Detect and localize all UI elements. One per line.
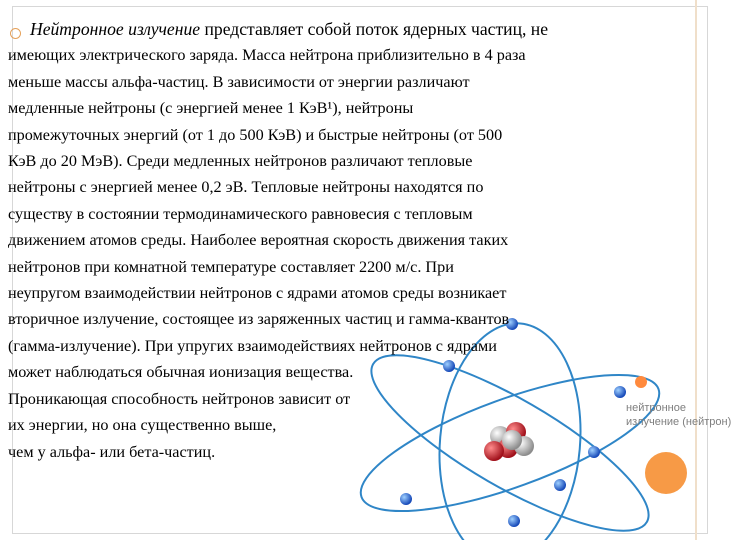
text-line-1-rest: представляет собой поток ядерных частиц, не — [200, 19, 549, 39]
text-line: (гамма-излучение). При упругих взаимодействиях нейтронов с ядрами — [8, 336, 497, 355]
text-line: движением атомов среды. Наиболее вероятная скорость движения таких — [8, 231, 509, 250]
text-line: Проникающая способность нейтронов зависит от — [8, 389, 351, 408]
text-line: нейтроны с энергией менее 0,2 эВ. Тепловые нейтроны находятся по — [8, 178, 484, 197]
figure-label-line2: излучение (нейтрон) — [626, 416, 731, 428]
text-line: КэВ до 20 МэВ). Среди медленных нейтронов различают тепловые — [8, 152, 473, 171]
text-line-1 — [8, 16, 698, 42]
term-italic: Нейтронное излучение — [30, 19, 201, 39]
text-line: промежуточных энергий (от 1 до 500 КэВ) и быстрые нейтроны (от 500 — [8, 125, 503, 144]
text-line: существу в состоянии термодинамического равновесия с тепловым — [8, 204, 473, 223]
slide-body-text — [8, 16, 698, 465]
text-line: имеющих электрического заряда. Масса нейтрона приблизительно в 4 раза — [8, 46, 526, 65]
figure-label-line1: нейтронное — [626, 402, 686, 414]
text-line: может наблюдаться обычная ионизация вещества. — [8, 363, 354, 382]
text-line: нейтронов при комнатной температуре составляет 2200 м/с. При — [8, 257, 454, 276]
text-line: вторичное излучение, состоящее из заряженных частиц и гамма-квантов — [8, 310, 510, 329]
text-line: меньше массы альфа-частиц. В зависимости от энергии различают — [8, 72, 470, 91]
text-line: чем у альфа- или бета-частиц. — [8, 442, 216, 461]
text-line: медленные нейтроны (с энергией менее 1 КэВ¹), нейтроны — [8, 99, 414, 118]
text-line: неупругом взаимодействии нейтронов с ядрами атомов среды возникает — [8, 284, 507, 303]
text-line: их энергии, но она существенно выше, — [8, 416, 277, 435]
